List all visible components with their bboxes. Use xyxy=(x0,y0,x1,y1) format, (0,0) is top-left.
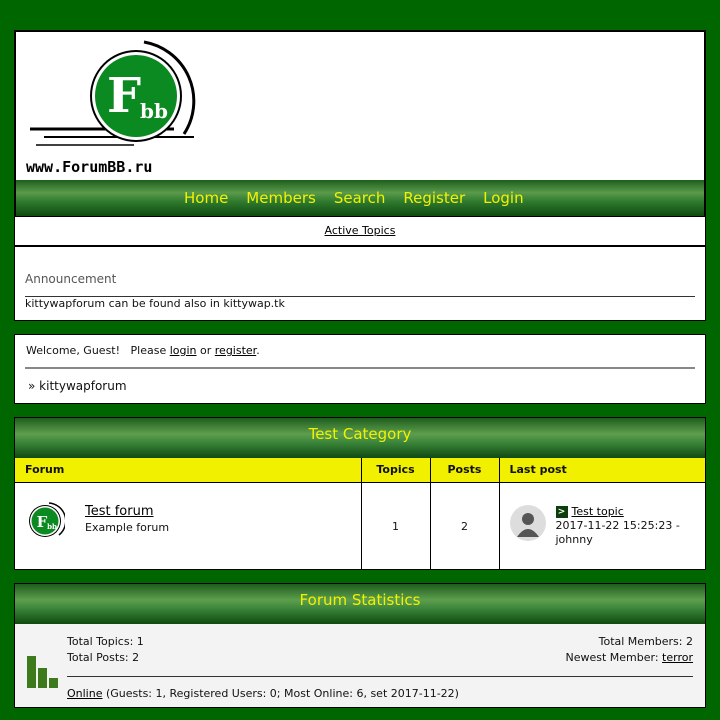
forum-header xyxy=(14,30,706,216)
announcement-title: Announcement xyxy=(25,272,117,286)
forum-table xyxy=(15,458,705,570)
breadcrumb[interactable]: » kittywapforum xyxy=(28,379,127,393)
col-topics: Topics xyxy=(361,458,430,482)
logo-text: www.ForumBB.ru xyxy=(26,158,153,176)
bar-chart-icon xyxy=(26,654,60,688)
online-info xyxy=(67,687,459,700)
welcome-suffix: . xyxy=(256,344,260,357)
logo-area xyxy=(16,32,704,180)
announcement-text: kittywapforum can be found also in kittywap.tk xyxy=(25,297,285,310)
total-topics: Total Topics: 1 xyxy=(67,635,144,648)
welcome-or: or xyxy=(196,344,215,357)
main-nav xyxy=(16,180,704,216)
topics-count: 1 xyxy=(361,482,430,570)
avatar xyxy=(510,505,546,541)
forum-description: Example forum xyxy=(85,520,170,534)
col-posts: Posts xyxy=(430,458,499,482)
divider xyxy=(25,367,695,369)
online-details: (Guests: 1, Registered Users: 0; Most Online: 6, set 2017-11-22) xyxy=(102,687,459,700)
nav-login[interactable]: Login xyxy=(483,189,524,207)
active-topics-link[interactable]: Active Topics xyxy=(324,224,396,237)
nav-search[interactable]: Search xyxy=(333,189,386,207)
total-members: Total Members: 2 xyxy=(598,635,693,648)
go-to-post-icon[interactable]: > xyxy=(556,506,568,518)
posts-count: 2 xyxy=(430,482,499,570)
table-header-row xyxy=(15,458,705,482)
announcement-box xyxy=(14,246,706,321)
svg-text:F: F xyxy=(36,512,48,531)
table-row xyxy=(15,482,705,570)
nav-members[interactable]: Members xyxy=(246,189,316,207)
nav-register[interactable]: Register xyxy=(403,189,466,207)
col-forum: Forum xyxy=(15,458,361,482)
newest-member-link[interactable]: terror xyxy=(662,651,693,664)
forum-name-link[interactable]: Test forum xyxy=(85,503,154,519)
welcome-message xyxy=(26,344,260,357)
col-last-post: Last post xyxy=(499,458,705,482)
user-silhouette-icon xyxy=(510,505,546,541)
svg-text:F: F xyxy=(106,68,142,124)
last-post-meta: 2017-11-22 15:25:23 - johnny xyxy=(555,518,680,546)
category-box xyxy=(14,417,706,570)
nav-home[interactable]: Home xyxy=(184,189,229,207)
category-title[interactable]: Test Category xyxy=(15,418,705,458)
divider xyxy=(67,676,693,677)
online-link[interactable]: Online xyxy=(67,687,103,700)
svg-text:bb: bb xyxy=(47,521,57,531)
statistics-box xyxy=(14,583,706,708)
last-post-topic-link[interactable]: Test topic xyxy=(571,504,624,518)
newest-member xyxy=(565,651,693,664)
newest-member-label: Newest Member: xyxy=(565,651,663,664)
register-link[interactable]: register xyxy=(214,344,257,357)
statistics-title: Forum Statistics xyxy=(15,584,705,624)
welcome-prefix: Welcome, Guest! Please xyxy=(26,344,170,357)
forum-cell xyxy=(15,482,361,570)
forum-icon xyxy=(25,501,65,541)
active-topics-bar xyxy=(14,216,706,246)
svg-text:bb: bb xyxy=(140,99,168,123)
forumbb-logo-icon[interactable] xyxy=(24,34,204,154)
last-post-cell xyxy=(499,482,705,570)
welcome-box xyxy=(14,334,706,404)
login-link[interactable]: login xyxy=(169,344,197,357)
total-posts: Total Posts: 2 xyxy=(67,651,140,664)
